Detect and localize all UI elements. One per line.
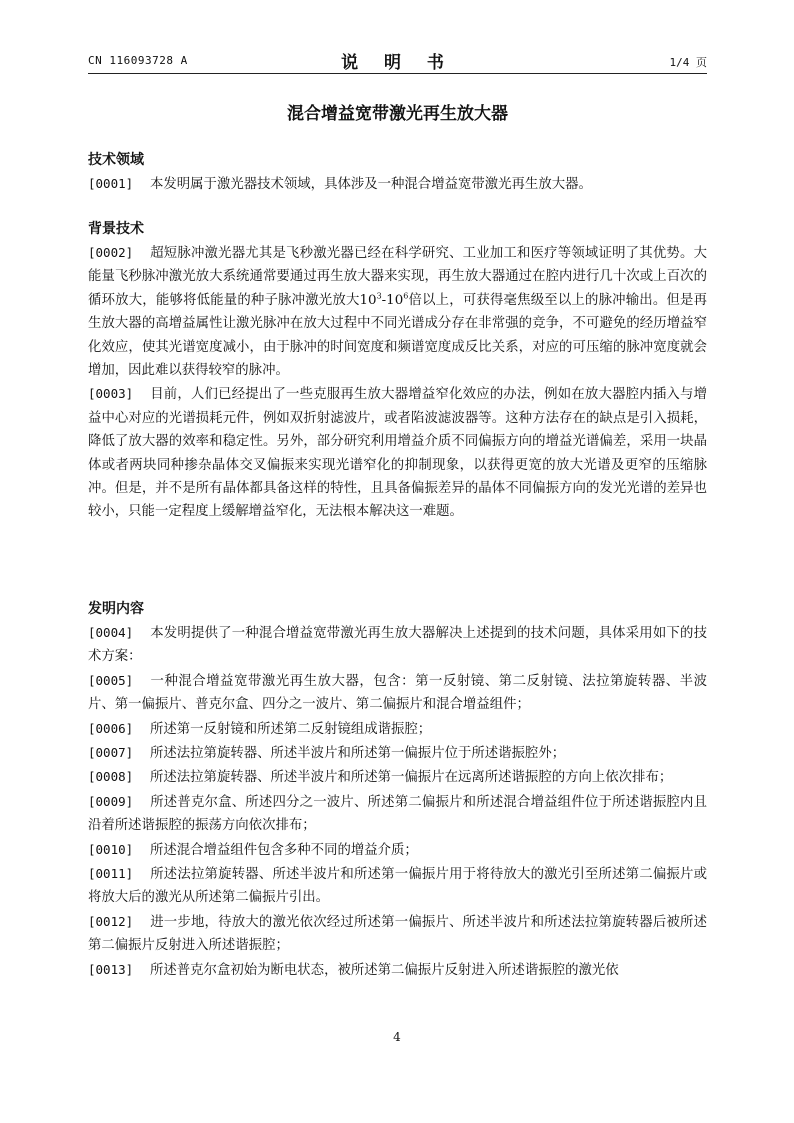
doc-type: 说 明 书	[341, 53, 454, 73]
paragraph-text: 所述法拉第旋转器、所述半波片和所述第一偏振片用于将待放大的激光引至所述第二偏振片或将放大后的激光从所述第二偏振片引出。	[88, 867, 707, 906]
paragraph-text: 所述普克尔盒初始为断电状态，被所述第二偏振片反射进入所述谐振腔的激光依	[150, 962, 619, 978]
paragraph	[88, 910, 707, 958]
paragraph-number: [0002]	[88, 245, 134, 260]
paragraph	[88, 790, 707, 838]
paragraph-number: [0007]	[88, 745, 134, 761]
paragraph-text: 一种混合增益宽带激光再生放大器，包含：第一反射镜、第二反射镜、法拉第旋转器、半波片、第一偏振片、普克尔盒、四分之一波片、第二偏振片和混合增益组件；	[88, 673, 707, 713]
paragraph-number: [0006]	[88, 720, 134, 736]
paragraph-text: 本发明属于激光器技术领域，具体涉及一种混合增益宽带激光再生放大器。	[150, 177, 592, 192]
paragraph-number: [0012]	[88, 913, 134, 929]
page-title: 混合增益宽带激光再生放大器	[287, 104, 508, 124]
paragraph	[88, 862, 707, 910]
paragraph	[88, 621, 707, 669]
section-summary	[88, 597, 707, 982]
page-header	[88, 48, 707, 72]
section-heading: 发明内容	[88, 601, 144, 617]
paragraph-text: -10	[381, 292, 404, 308]
paragraph	[88, 669, 707, 717]
paragraph-number: [0009]	[88, 793, 134, 809]
paragraph-text: 所述法拉第旋转器、所述半波片和所述第一偏振片在远离所述谐振腔的方向上依次排布；	[150, 770, 673, 786]
paragraph-text: 进一步地，待放大的激光依次经过所述第一偏振片、所述半波片和所述法拉第旋转器后被所述第二偏振片反射进入所述谐振腔；	[88, 914, 707, 954]
paragraph-text: 所述普克尔盒、所述四分之一波片、所述第二偏振片和所述混合增益组件位于所述谐振腔内且沿着所述谐振腔的振荡方向依次排布；	[88, 794, 707, 834]
section-heading: 技术领域	[88, 152, 144, 168]
header-rule	[88, 73, 707, 74]
superscript: 6	[403, 291, 409, 301]
paragraph	[88, 382, 707, 523]
paragraph-text: 倍以上，可获得毫焦级至以上的脉冲输出。但是再生放大器的高增益属性让激光脉冲在放大过程中不同光谱成分存在非常强的竞争，不可避免的经历增益窄化效应，使其光谱宽度减小，由于脉冲的时间宽度和频谱宽度成反比关系，对应的可压缩的脉冲宽度就会增加，因此难以获得较窄的脉冲。	[88, 292, 707, 379]
section-technical-field	[88, 148, 707, 196]
section-background	[88, 217, 707, 524]
paragraph-number: [0005]	[88, 672, 134, 688]
paragraph-number: [0008]	[88, 769, 134, 785]
paragraph-number: [0004]	[88, 625, 134, 640]
paragraph-text: 所述混合增益组件包含多种不同的增益介质；	[150, 842, 418, 858]
paragraph-number: [0011]	[88, 866, 134, 882]
section-heading: 背景技术	[88, 221, 144, 237]
paragraph	[88, 741, 707, 765]
paragraph-number: [0001]	[88, 176, 134, 191]
paragraph-text: 超短脉冲激光器尤其是飞秒激光器已经在科学研究、工业加工和医疗等领域证明了其优势。大能量飞秒脉冲激光放大系统通常要通过再生放大器来实现，再生放大器通过在腔内进行几十次或上百次的循环放大，能够将低能量的种子脉冲激光放大10	[88, 246, 707, 308]
paragraph	[88, 241, 707, 382]
paragraph-number: [0010]	[88, 841, 134, 857]
paragraph-number: [0013]	[88, 961, 134, 977]
paragraph	[88, 838, 707, 862]
paragraph	[88, 172, 707, 196]
superscript: 3	[376, 291, 382, 301]
paragraph-text: 本发明提供了一种混合增益宽带激光再生放大器解决上述提到的技术问题，具体采用如下的技术方案：	[88, 626, 707, 665]
paragraph-number: [0003]	[88, 386, 134, 402]
paragraph-text: 所述第一反射镜和所述第二反射镜组成谐振腔；	[150, 721, 432, 737]
paragraph-text: 目前，人们已经提出了一些克服再生放大器增益窄化效应的办法，例如在放大器腔内插入与增益中心对应的光谱损耗元件，例如双折射滤波片，或者陷波滤波器等。这种方法存在的缺点是引入损耗，降低了放大器的效率和稳定性。另外，部分研究利用增益介质不同偏振方向的增益光谱偏差，采用一块晶体或者两块同种掺杂晶体交叉偏振来实现光谱窄化的抑制现象，以获得更宽的放大光谱及更窄的压缩脉冲。但是，并不是所有晶体都具备这样的特性，且具备偏振差异的晶体不同偏振方向的发光光谱的差异也较小，只能一定程度上缓解增益窄化，无法根本解决这一难题。	[88, 387, 707, 520]
doc-number: CN 116093728 A	[88, 54, 188, 67]
paragraph	[88, 765, 707, 789]
paragraph	[88, 958, 707, 982]
page-number: 4	[393, 1030, 401, 1044]
page-indicator: 1/4 页	[669, 56, 707, 69]
paragraph-text: 所述法拉第旋转器、所述半波片和所述第一偏振片位于所述谐振腔外；	[150, 746, 566, 762]
paragraph	[88, 717, 707, 741]
